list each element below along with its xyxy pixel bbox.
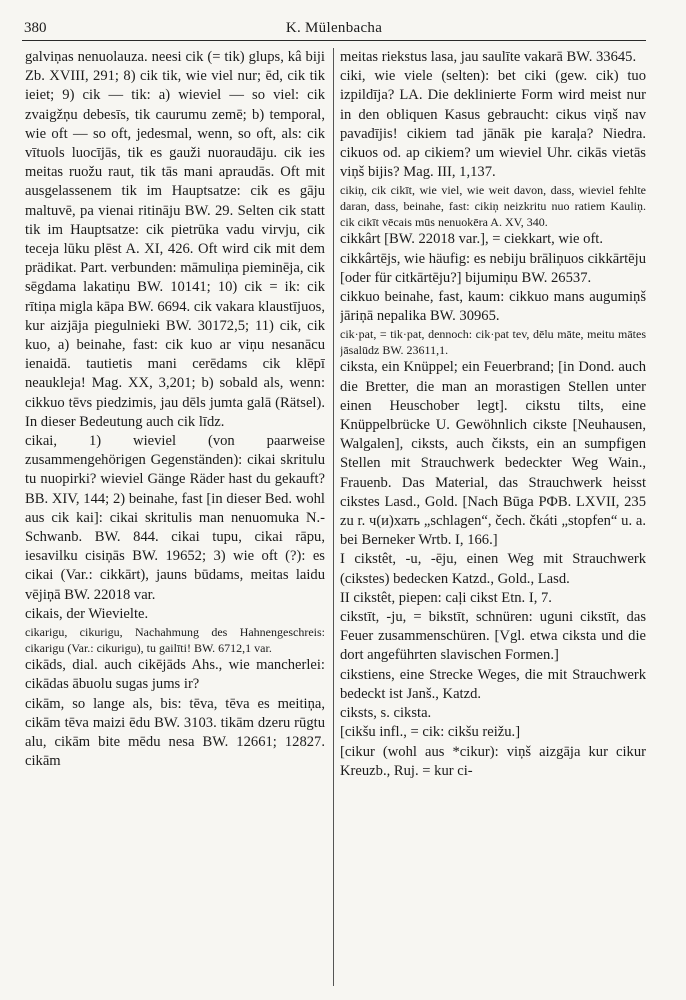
entry-paragraph: cikstīt, -ju, = bikstīt, schnüren: uguni cikstīt, das Feuer zusammenschüren. [Vgl. etwa ciksta und die dort angeführten slavischen Formen.] bbox=[340, 609, 646, 664]
entry-paragraph: meitas riekstus lasa, jau saulīte vakarā BW. 33645. bbox=[340, 49, 637, 65]
running-head: K. Mülenbacha bbox=[285, 20, 383, 36]
entry-paragraph: cikai, 1) wieviel (von paarweise zusammengehörigen Gegenständen): cikai skritulu tu nuopirki? wieviel Gänge Räder hast du gekauft? BB. XIV, 144; 2) beinahe, fast [in dieser Bed. wohl aus cik kai]: cikai skritulis man nenuomuka N.-Schwanb. BW. 844. cikai tupu, cikai rāpu, iesavilku cisiņās BW. 19652; 3) wie oft (?): es cikai (Var.: cikkārt), jauns būdams, meitas laidu vējiņā BW. 22018 var. bbox=[25, 433, 325, 603]
left-column bbox=[25, 48, 325, 988]
entry-paragraph: [cikur (wohl aus *cikur): viņš aizgāja kur cikur Kreuzb., Ruj. = kur ci- bbox=[340, 743, 646, 779]
right-column bbox=[340, 48, 646, 988]
entry-paragraph: cikiņ, cik cikīt, wie viel, wie weit davon, dass, wieviel fehlte daran, dass, beinahe, fast: cikiņ neizkritu nuo ratiem Kauliņ. cik cikīt vēcais mūs nenuokēra A. XV, 340. bbox=[340, 183, 646, 230]
entry-paragraph: [cikšu infl., = cik: cikšu reižu.] bbox=[340, 724, 521, 741]
entry-paragraph: cikām, so lange als, bis: tēva, tēva es meitiņa, cikām tēva maizi ēdu BW. 3103. tikām dzeru rūgtu alu, cikām bite mēdu nesa BW. 12661; 12827. cikām bbox=[25, 695, 325, 770]
entry-paragraph: cikāds, dial. auch cikējāds Ahs., wie mancherlei: cikādas ābuolu sugas jums ir? bbox=[25, 657, 325, 693]
entry-paragraph: cikkârt [BW. 22018 var.], = ciekkart, wie oft. bbox=[340, 231, 604, 248]
column-divider bbox=[333, 48, 334, 986]
entry-paragraph: ciki, wie viele (selten): bet ciki (gew. cik) tuo izpildīja? LA. Die deklinierte Form wird meist nur in den obliquen Kasus gebraucht: cikus viņš nav pavadījis! cikiem tad jānāk pie karaļa? Niedra. cikuos od. ap cikiem? um wieviel Uhr. cikās vietās viņš bijis? Mag. III, 1,137. bbox=[340, 68, 646, 181]
entry-paragraph: cik·pat, = tik·pat, dennoch: cik·pat tev, dēlu māte, meitu mātes jāsalūdz BW. 23611,1. bbox=[340, 327, 646, 358]
page-header bbox=[22, 18, 646, 41]
page-number: 380 bbox=[24, 20, 47, 36]
entry-paragraph: galviņas nenuolauza. neesi cik (= tik) glups, kâ biji Zb. XVIII, 291; 8) cik tik, wie viel nur; ēd, cik tik ieiet; 9) cik — tik: a) wieviel — so viel: cik zvaigžņu debesīs, tik caurumu zemē; b) temporal, wie oft — so oft, jedesmal, wenn, so oft, als: cik vītuols luocījās, tik es gauži nuoraudāju. cik ies meitas ruožu raut, tik tās mani apraudās. Oft mit ausgelassenem tik im Hauptsatze: cik es gāju maltuvē, pa vienai ritināju BW. 29. Selten cik statt tik im Hauptsatze: cik pietrūka vadu virvju, cik teceja lūku plēst A. XI, 426. Oft wird cik mit dem prädikat. Part. verbunden: māmuliņa pieminēja, cik sēgdama lakatiņu BW. 10141; 10) cik = ik: cik rītiņa migla kāpa BW. 6694. cik vakara klaustījuos, kur aizjāja piegulnieki BW. 30172,5; 11) cik, cik kuo, a) beinahe, fast: cik kuo ar viņu nesanācu ienaidā. tautietis mani cerēdams cik klēpī neaukleja! Mag. XX, 3,201; b) sobald als, wenn: cikkuo tēvs piedzimis, jau dēls jumta galā (Rätsel). In dieser Bedeutung auch cik līdz. bbox=[25, 49, 325, 430]
entry-paragraph: cikstiens, eine Strecke Weges, die mit Strauchwerk bedeckt ist Janš., Katzd. bbox=[340, 666, 646, 702]
entry-paragraph: I cikstêt, -u, -ēju, einen Weg mit Strauchwerk (cikstes) bedecken Katzd., Gold., Lasd. bbox=[340, 551, 646, 587]
entry-paragraph: ciksta, ein Knüppel; ein Feuerbrand; [in Dond. auch die Bretter, die man an morastigen Stellen unter einen Heuschober legt]. cikstu tilts, eine Knüppelbrücke U. Gewöhnlich cikste [Neuhausen, Walgalen], ciksts, auch čiksts, ein an sumpfigen Stellen mit Strauchwerk bedeckter Weg Wain., Frauenb. Das Material, das Strauchwerk heisst cikstes Lasd., Gold. [Nach Būga РФВ. LXVII, 235 zu r. ч(и)хать „schlagen“, čech. čkáti „stopfen“ u. a. bei Berneker Wrtb. I, 166.] bbox=[340, 359, 646, 549]
entry-paragraph: ciksts, s. ciksta. bbox=[340, 705, 432, 722]
entry-paragraph: II cikstêt, piepen: caļi cikst Etn. I, 7. bbox=[340, 589, 552, 606]
entry-paragraph: cikarigu, cikurigu, Nachahmung des Hahnengeschreis: cikarigu (Var.: cikurigu), tu gailīti! BW. 6712,1 var. bbox=[25, 625, 325, 656]
entry-paragraph: cikkuo beinahe, fast, kaum: cikkuo mans augumiņš jāriņā nepalika BW. 30965. bbox=[340, 289, 646, 325]
entry-paragraph: cikkârtējs, wie häufig: es nebiju brāliņuos cikkārtēju [oder für citkārtēju?] bijumiņu BW. 26537. bbox=[340, 250, 646, 286]
entry-paragraph: cikais, der Wievielte. bbox=[25, 605, 149, 622]
